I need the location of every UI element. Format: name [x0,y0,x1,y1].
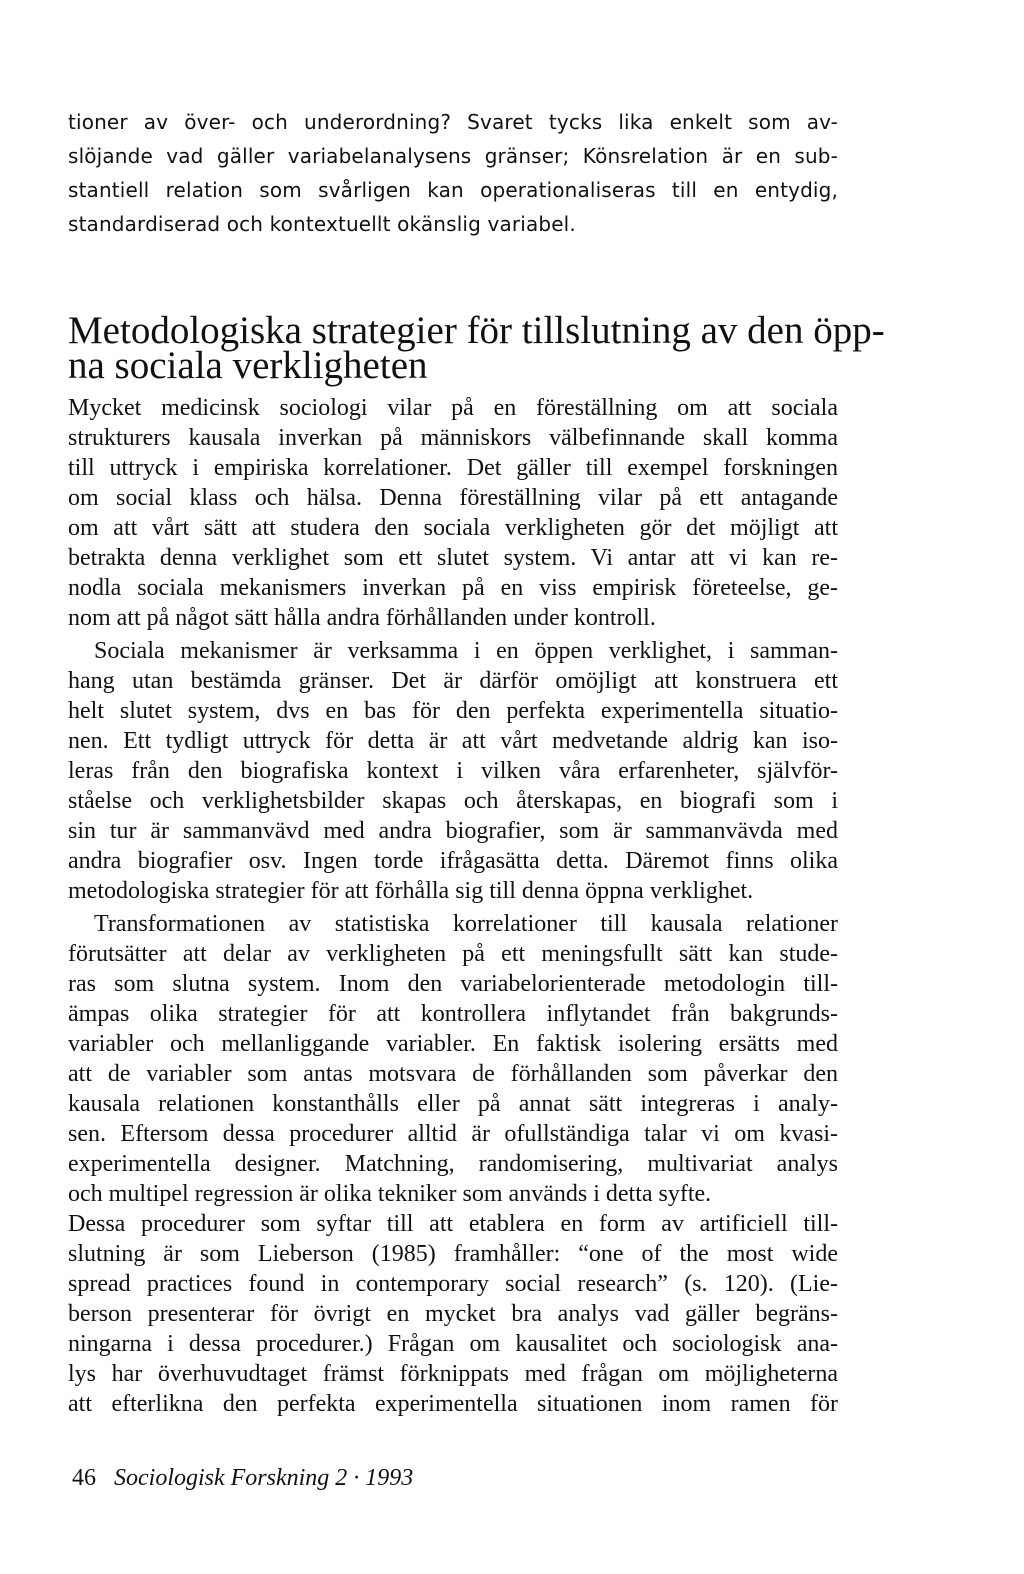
body-line: hang utan bestämda gränser. Det är därför omöjligt att konstruera ett [68,668,838,694]
body-line: experimentella designer. Matchning, randomisering, multivariat analys [68,1151,838,1177]
body-line: sin tur är sammanvävd med andra biografier, som är sammanvävda med [68,818,838,844]
body-line: spread practices found in contemporary social research” (s. 120). (Lie- [68,1271,838,1297]
body-line: strukturers kausala inverkan på människors välbefinnande skall komma [68,425,838,451]
body-line: nodla sociala mekanismers inverkan på en viss empirisk företeelse, ge- [68,575,838,601]
body-line: berson presenterar för övrigt en mycket bra analys vad gäller begräns- [68,1301,838,1327]
body-line: helt slutet system, dvs en bas för den perfekta experimentella situatio- [68,698,838,724]
body-line: kausala relationen konstanthålls eller på annat sätt integreras i analy- [68,1091,838,1117]
body-line: om social klass och hälsa. Denna föreställning vilar på ett antagande [68,485,838,511]
journal-citation: Sociologisk Forskning 2 · 1993 [114,1465,414,1491]
section-heading-line: Metodologiska strategier för tillslutning av den öpp- [68,309,885,352]
body-line: lys har överhuvudtaget främst förknippats med frågan om möjligheterna [68,1361,838,1387]
body-line: att efterlikna den perfekta experimentella situationen inom ramen för [68,1391,838,1417]
intro-line: stantiell relation som svårligen kan operationaliseras till en entydig, [68,178,838,202]
body-line: Transformationen av statistiska korrelationer till kausala relationer [94,911,838,937]
body-line: Dessa procedurer som syftar till att etablera en form av artificiell till- [68,1211,838,1237]
intro-line: slöjande vad gäller variabelanalysens gränser; Könsrelation är en sub- [68,144,838,168]
body-line: Sociala mekanismer är verksamma i en öppen verklighet, i samman- [94,638,838,664]
body-line: om att vårt sätt att studera den sociala verkligheten gör det möjligt att [68,515,838,541]
page-number: 46 [72,1465,96,1491]
intro-line: tioner av över- och underordning? Svaret tycks lika enkelt som av- [68,110,838,134]
section-heading-line: na sociala verkligheten [68,344,428,387]
body-line: metodologiska strategier för att förhålla sig till denna öppna verklighet. [68,878,754,904]
body-line: slutning är som Lieberson (1985) framhåller: “one of the most wide [68,1241,838,1267]
body-line: andra biografier osv. Ingen torde ifrågasätta detta. Däremot finns olika [68,848,838,874]
body-line: ningarna i dessa procedurer.) Frågan om kausalitet och sociologisk ana- [68,1331,838,1357]
body-line: och multipel regression är olika tekniker som används i detta syfte. [68,1181,712,1207]
body-line: ämpas olika strategier för att kontrollera inflytandet från bakgrunds- [68,1001,838,1027]
body-line: variabler och mellanliggande variabler. En faktisk isolering ersätts med [68,1031,838,1057]
intro-line: standardiserad och kontextuellt okänslig variabel. [68,212,576,236]
body-line: ståelse och verklighetsbilder skapas och återskapas, en biografi som i [68,788,838,814]
body-line: betrakta denna verklighet som ett slutet system. Vi antar att vi kan re- [68,545,838,571]
body-line: till uttryck i empiriska korrelationer. Det gäller till exempel forskningen [68,455,838,481]
body-line: Mycket medicinsk sociologi vilar på en föreställning om att sociala [68,395,838,421]
body-line: sen. Eftersom dessa procedurer alltid är ofullständiga talar vi om kvasi- [68,1121,838,1147]
page-footer [72,1466,413,1490]
body-line: att de variabler som antas motsvara de förhållanden som påverkar den [68,1061,838,1087]
body-line: nom att på något sätt hålla andra förhållanden under kontroll. [68,605,656,631]
body-line: nen. Ett tydligt uttryck för detta är att vårt medvetande aldrig kan iso- [68,728,838,754]
body-line: förutsätter att delar av verkligheten på ett meningsfullt sätt kan stude- [68,941,838,967]
body-line: leras från den biografiska kontext i vilken våra erfarenheter, självför- [68,758,838,784]
body-line: ras som slutna system. Inom den variabelorienterade metodologin till- [68,971,838,997]
